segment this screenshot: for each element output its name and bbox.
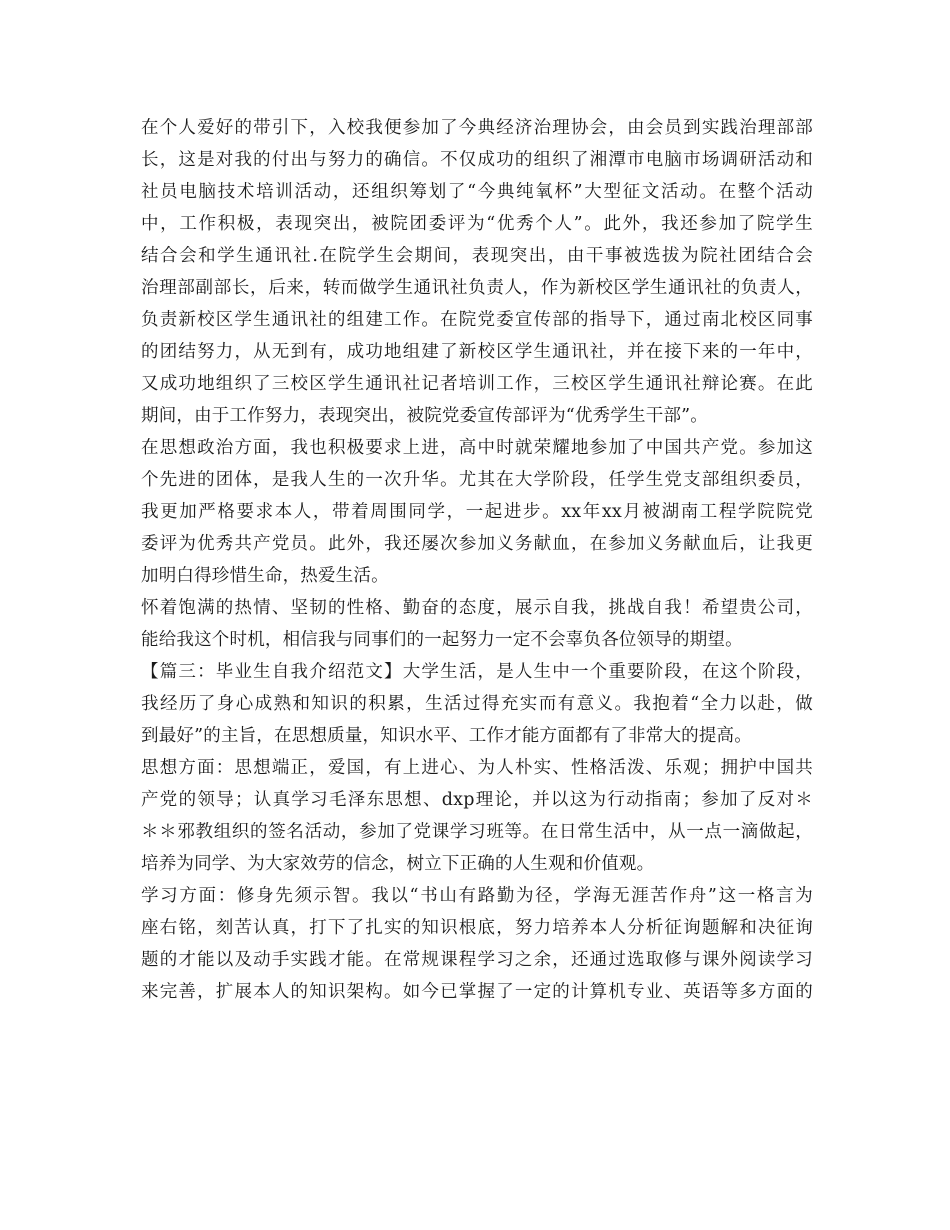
text-line: 又成功地组织了三校区学生通讯社记者培训工作，三校区学生通讯社辩论赛。在此 bbox=[141, 374, 813, 394]
text-line: 怀着饱满的热情、坚韧的性格、勤奋的态度，展示自我，挑战自我！希望贵公司， bbox=[141, 598, 813, 618]
text-line: 社员电脑技术培训活动，还组织筹划了“今典纯氧杯”大型征文活动。在整个活动 bbox=[141, 182, 813, 202]
text-line: 能给我这个时机，相信我与同事们的一起努力一定不会辜负各位领导的期望。 bbox=[141, 630, 743, 650]
text-line: 治理部副部长，后来，转而做学生通讯社负责人，作为新校区学生通讯社的负责人， bbox=[141, 278, 813, 298]
text-line: 题的才能以及动手实践才能。在常规课程学习之余，还通过选取修与课外阅读学习 bbox=[141, 950, 813, 970]
text-line: 期间，由于工作努力，表现突出，被院党委宣传部评为“优秀学生干部”。 bbox=[141, 406, 708, 426]
text-line: 我更加严格要求本人，带着周围同学，一起进步。xx年xx月被湖南工程学院院党 bbox=[141, 502, 813, 522]
text-line: ＊＊邪教组织的签名活动，参加了党课学习班等。在日常生活中，从一点一滴做起， bbox=[141, 822, 813, 842]
text-line: 负责新校区学生通讯社的组建工作。在院党委宣传部的指导下，通过南北校区同事 bbox=[141, 310, 813, 330]
text-line: 加明白得珍惜生命，热爱生活。 bbox=[141, 566, 389, 586]
text-line: 学习方面：修身先须示智。我以“书山有路勤为径，学海无涯苦作舟”这一格言为 bbox=[141, 886, 813, 906]
text-line: 在思想政治方面，我也积极要求上进，高中时就荣耀地参加了中国共产党。参加这 bbox=[141, 438, 813, 458]
text-line: 中，工作积极，表现突出，被院团委评为“优秀个人”。此外，我还参加了院学生 bbox=[141, 214, 813, 234]
text-line: 的团结努力，从无到有，成功地组建了新校区学生通讯社，并在接下来的一年中， bbox=[141, 342, 813, 362]
document-body bbox=[141, 112, 813, 1008]
text-line: 【篇三：毕业生自我介绍范文】大学生活，是人生中一个重要阶段，在这个阶段， bbox=[141, 662, 813, 682]
text-line: 个先进的团体，是我人生的一次升华。尤其在大学阶段，任学生党支部组织委员， bbox=[141, 470, 813, 490]
text-line: 委评为优秀共产党员。此外，我还屡次参加义务献血，在参加义务献血后，让我更 bbox=[141, 534, 813, 554]
text-line: 到最好”的主旨，在思想质量，知识水平、工作才能方面都有了非常大的提高。 bbox=[141, 726, 752, 746]
text-line: 培养为同学、为大家效劳的信念，树立下正确的人生观和价值观。 bbox=[141, 854, 655, 874]
text-line: 结合会和学生通讯社.在院学生会期间，表现突出，由干事被选拔为院社团结合会 bbox=[141, 246, 813, 266]
text-line: 在个人爱好的带引下，入校我便参加了今典经济治理协会，由会员到实践治理部部 bbox=[141, 118, 813, 138]
text-line: 我经历了身心成熟和知识的积累，生活过得充实而有意义。我抱着“全力以赴，做 bbox=[141, 694, 813, 714]
text-line: 思想方面：思想端正，爱国，有上进心、为人朴实、性格活泼、乐观；拥护中国共 bbox=[141, 758, 813, 778]
text-line: 产党的领导；认真学习毛泽东思想、dxp理论，并以这为行动指南；参加了反对＊ bbox=[141, 790, 813, 810]
text-line: 来完善，扩展本人的知识架构。如今已掌握了一定的计算机专业、英语等多方面的 bbox=[141, 982, 813, 1002]
text-line: 长，这是对我的付出与努力的确信。不仅成功的组织了湘潭市电脑市场调研活动和 bbox=[141, 150, 813, 170]
text-line: 座右铭，刻苦认真，打下了扎实的知识根底，努力培养本人分析征询题解和决征询 bbox=[141, 918, 813, 938]
